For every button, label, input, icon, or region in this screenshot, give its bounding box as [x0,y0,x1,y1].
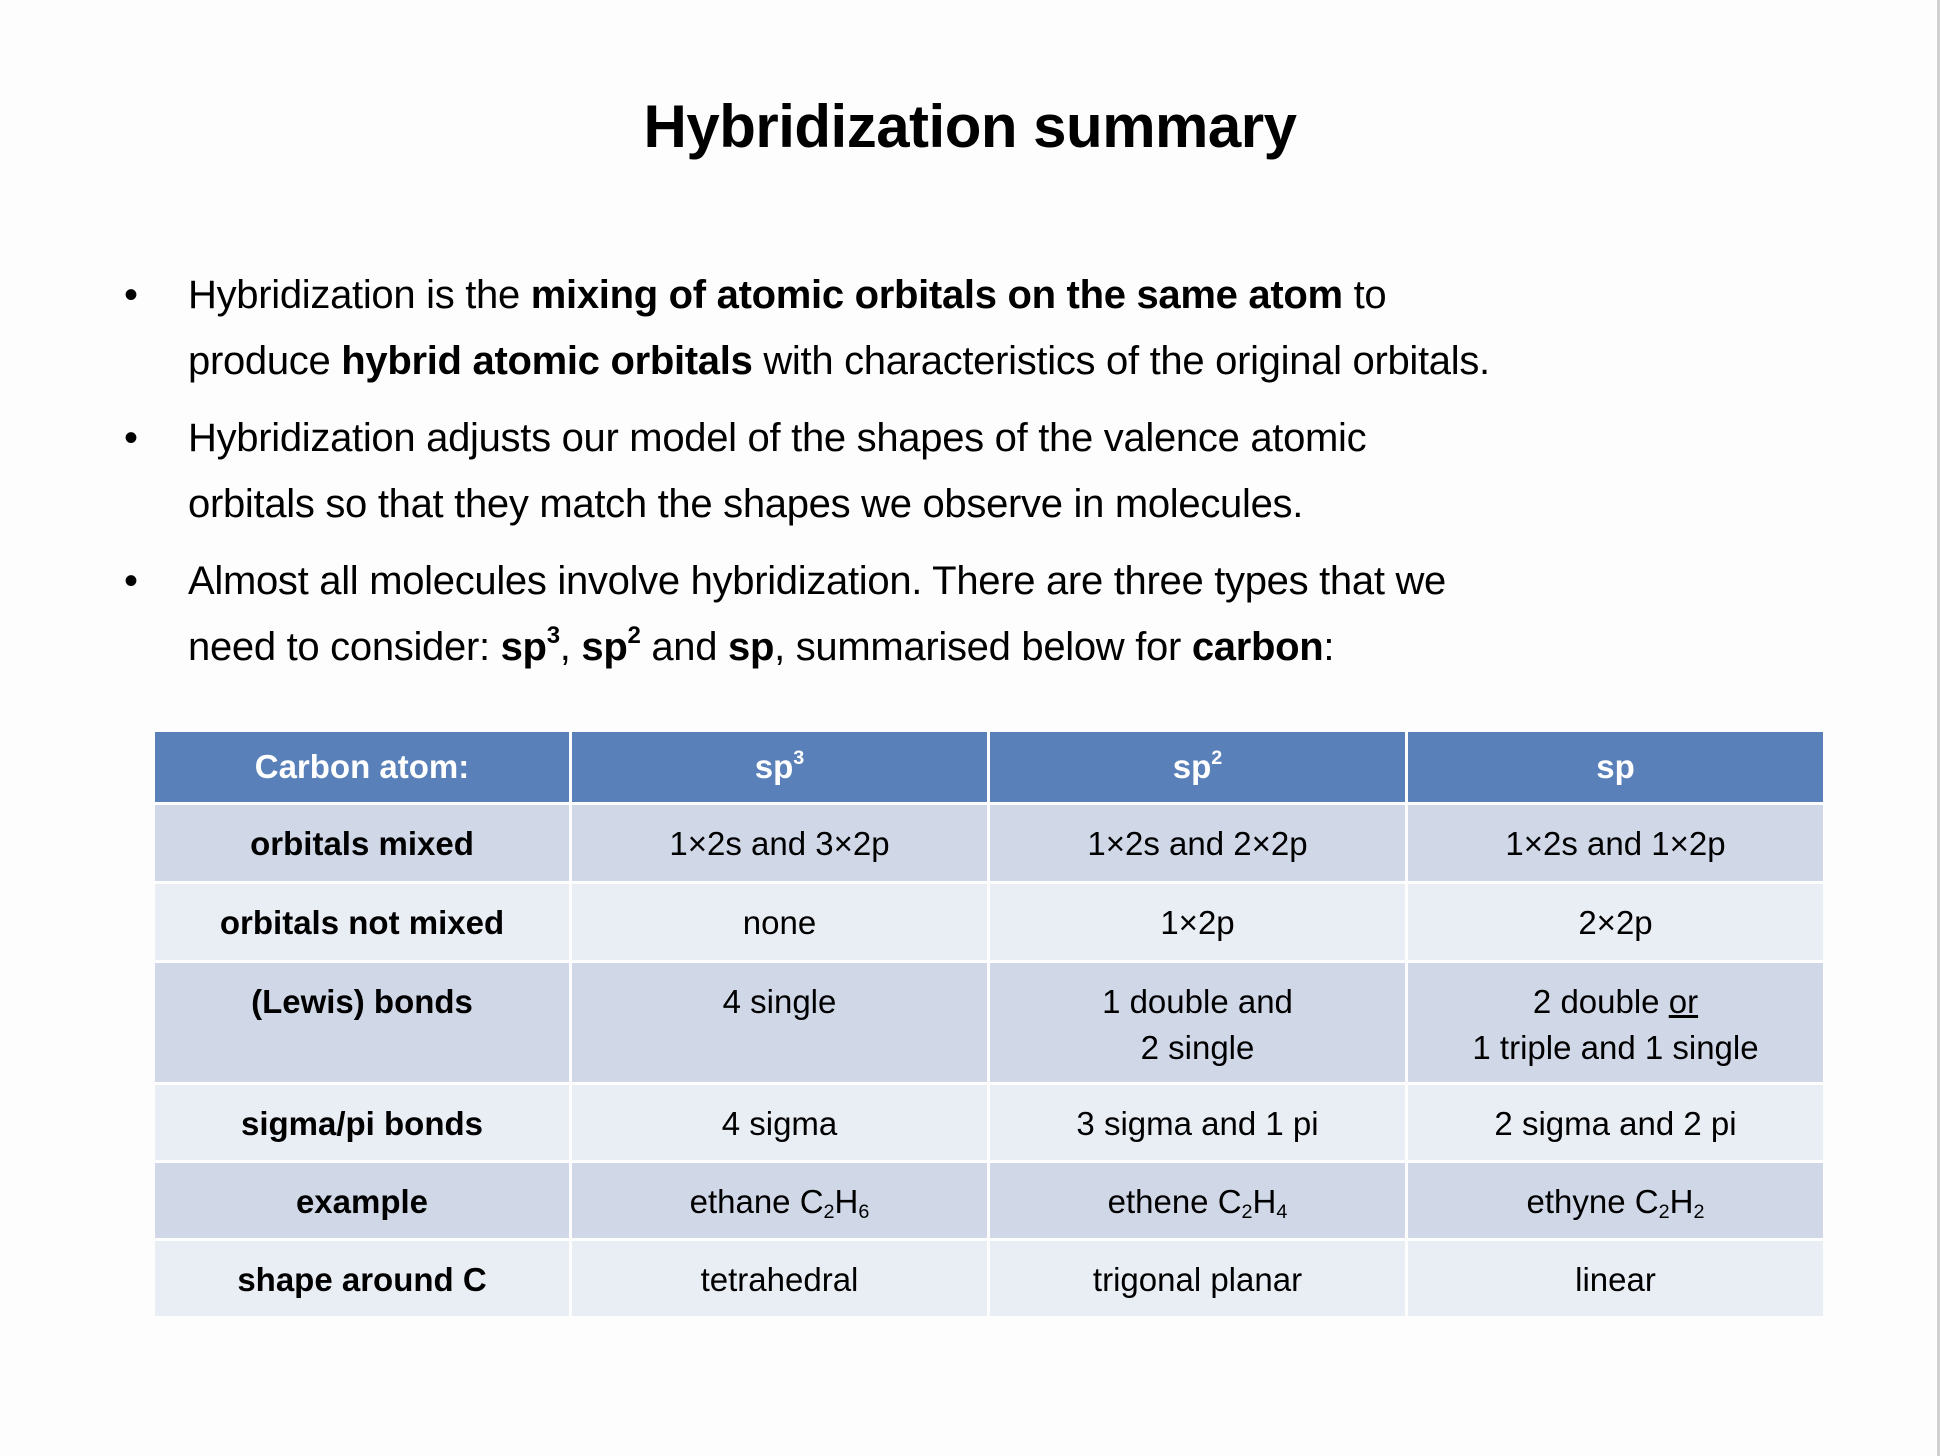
header-cell: $sp^2$ [989,731,1407,804]
bullet-icon: • [124,273,138,317]
bullet-icon: • [124,559,138,603]
table-row: sigma/pi bonds 4 sigma 3 sigma and 1 pi 2 sigma and 2 pi [154,1084,1825,1162]
bullet-list [124,262,1904,691]
hybridization-table [152,729,1826,1319]
header-cell: $sp^3$ [571,731,989,804]
header-cell: Carbon atom: [154,731,571,804]
table-row: example ethane $C_2H_6$ ethene $C_2H_4$ ethyne $C_2H_2$ [154,1162,1825,1240]
table-row: orbitals mixed 1×2s and 3×2p 1×2s and 2×2p 1×2s and 1×2p [154,804,1825,883]
table-row: shape around C tetrahedral trigonal planar linear [154,1240,1825,1318]
table-header-row [154,731,1825,804]
bullet-item: • Hybridization is the mixing of atomic orbitals on the same atom to produce hybrid atomic orbitals with characteristics of the original orbitals. [124,262,1904,394]
slide-title: Hybridization summary [643,93,1297,160]
table-row: orbitals not mixed none 1×2p 2×2p [154,883,1825,962]
table-row: (Lewis) bonds 4 single 1 double and 2 single 2 double or 1 triple and 1 single [154,962,1825,1084]
bullet-icon: • [124,416,138,460]
bullet-item: • Hybridization adjusts our model of the shapes of the valence atomic orbitals so that they match the shapes we observe in molecules. [124,405,1904,537]
bullet-item: • Almost all molecules involve hybridization. There are three types that we need to consider: $sp^3$, $sp^2$ and sp, summarised below for carbon: [124,548,1904,680]
header-cell: sp [1407,731,1825,804]
